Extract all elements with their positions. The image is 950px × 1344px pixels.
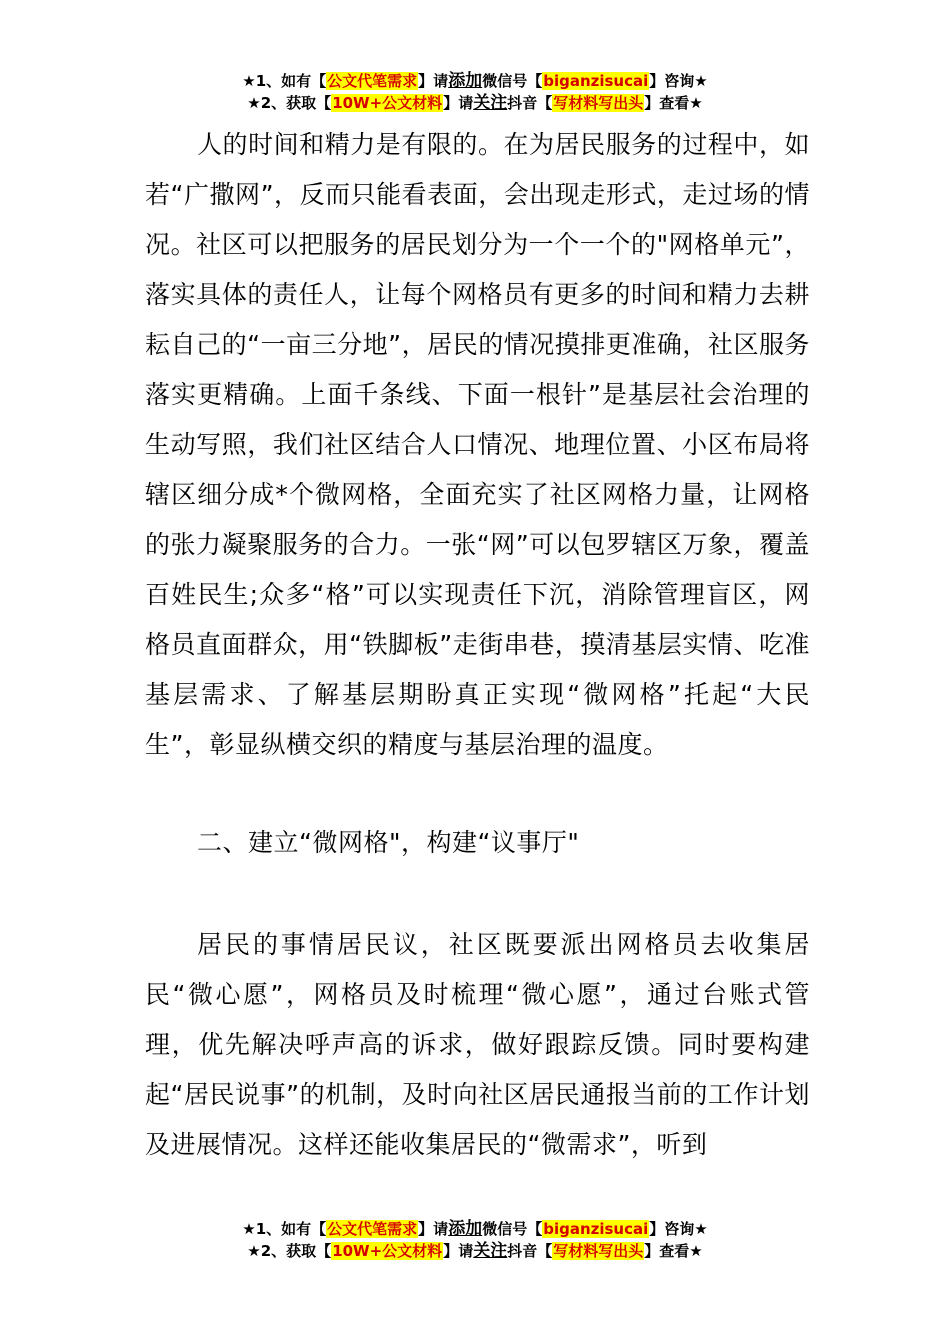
banner-text: 】咨询★ — [649, 72, 708, 90]
banner-emphasis: 添加 — [448, 1219, 483, 1239]
banner-text: ★1、如有【 — [242, 72, 327, 90]
banner-highlight: 10W+公文材料 — [332, 1242, 443, 1260]
banner-emphasis: 关注 — [473, 1241, 508, 1261]
document-body — [145, 120, 810, 1170]
banner-highlight: 写材料写出头 — [553, 94, 644, 112]
footer-banner — [0, 1218, 950, 1262]
banner-text: ★1、如有【 — [242, 1220, 327, 1238]
section-heading: 二、建立“微网格"，构建“议事厅" — [197, 828, 580, 857]
banner-highlight: biganzisucai — [543, 72, 649, 90]
banner-text: 】请 — [418, 1220, 449, 1238]
banner-text: 抖音【 — [507, 94, 553, 112]
banner-highlight: 10W+公文材料 — [332, 94, 443, 112]
banner-text: 】查看★ — [644, 94, 703, 112]
banner-highlight: biganzisucai — [543, 1220, 649, 1238]
header-banner — [0, 70, 950, 114]
body-paragraph: 居民的事情居民议，社区既要派出网格员去收集居民“微心愿”，网格员及时梳理“微心愿”，通过台账式管理，优先解决呼声高的诉求，做好跟踪反馈。同时要构建起“居民说事”的机制，及时向社区居民通报当前的工作计划及进展情况。这样还能收集居民的“微需求”，听到 — [145, 930, 810, 1159]
banner-emphasis: 添加 — [448, 71, 483, 91]
banner-text: 微信号【 — [482, 72, 543, 90]
banner-line-2 — [0, 92, 950, 114]
banner-text: ★2、获取【 — [247, 94, 332, 112]
banner-line-1 — [0, 1218, 950, 1240]
banner-text: 】请 — [443, 1242, 474, 1260]
banner-text: 】请 — [443, 94, 474, 112]
banner-emphasis: 关注 — [473, 93, 508, 113]
banner-text: ★2、获取【 — [247, 1242, 332, 1260]
banner-highlight: 公文代笔需求 — [327, 1220, 418, 1238]
banner-text: 】查看★ — [644, 1242, 703, 1260]
banner-line-2 — [0, 1240, 950, 1262]
banner-text: 】请 — [418, 72, 449, 90]
banner-text: 】咨询★ — [649, 1220, 708, 1238]
banner-line-1 — [0, 70, 950, 92]
banner-text: 抖音【 — [507, 1242, 553, 1260]
banner-highlight: 写材料写出头 — [553, 1242, 644, 1260]
banner-text: 微信号【 — [482, 1220, 543, 1238]
body-paragraph: 人的时间和精力是有限的。在为居民服务的过程中，如若“广撒网”，反而只能看表面，会出现走形式，走过场的情况。社区可以把服务的居民划分为一个一个的"网格单元”，落实具体的责任人，让每个网格员有更多的时间和精力去耕耘自己的“一亩三分地”，居民的情况摸排更准确，社区服务落实更精确。上面千条线、下面一根针”是基层社会治理的生动写照，我们社区结合人口情况、地理位置、小区布局将辖区细分成*个微网格，全面充实了社区网格力量，让网格的张力凝聚服务的合力。一张“网”可以包罗辖区万象，覆盖百姓民生;众多“格”可以实现责任下沉，消除管理盲区，网格员直面群众，用“铁脚板”走街串巷，摸清基层实情、吃准基层需求、了解基层期盼真正实现“微网格”托起“大民生”，彰显纵横交织的精度与基层治理的温度。 — [145, 130, 810, 759]
banner-highlight: 公文代笔需求 — [327, 72, 418, 90]
